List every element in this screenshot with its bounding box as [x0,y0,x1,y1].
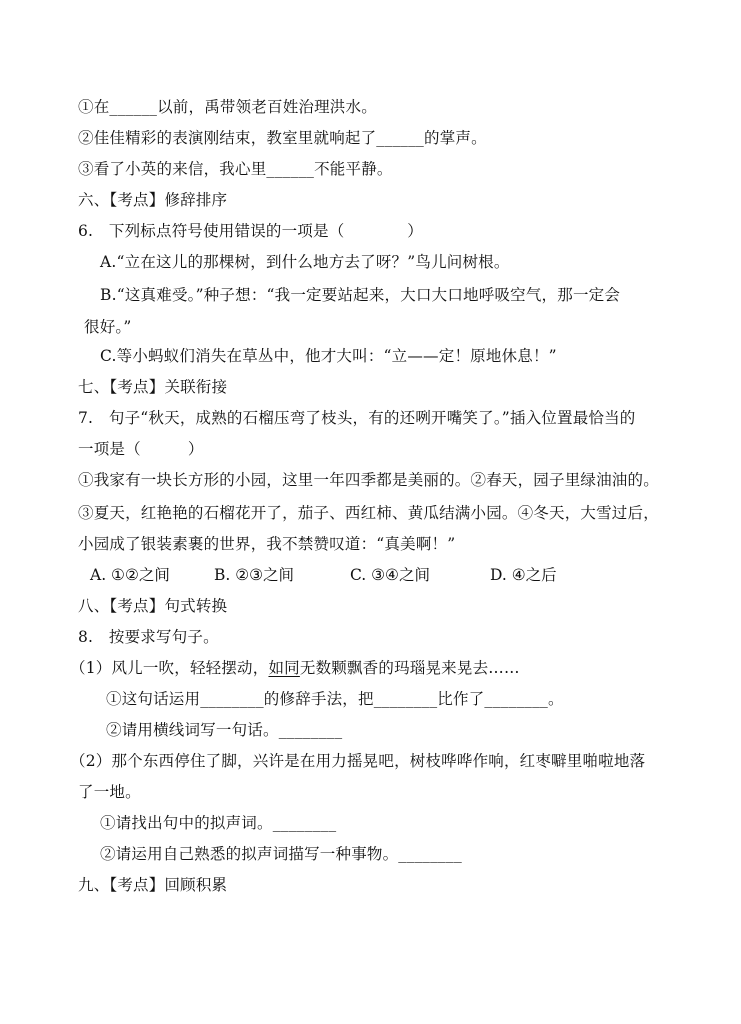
question-7-line2: 一项是（ ） [78,440,204,458]
q8-sub1-q2: ②请用横线词写一句话。________ [106,721,343,739]
q8-sub2-line1: （2）那个东西停住了脚，兴许是在用力摇晃吧，树枝哗哗作响，红枣噼里啪啦地落 [70,752,646,770]
question-8: 8. 按要求写句子。 [78,628,219,646]
q7-passage-line2: ③夏天，红艳艳的石榴花开了，茄子、西红柿、黄瓜结满小园。④冬天，大雪过后， [78,504,659,522]
question-7-line1: 7. 句子“秋天，成熟的石榴压弯了枝头，有的还咧开嘴笑了。”插入位置最恰当的 [78,409,636,427]
q8-sub2-q2: ②请运用自己熟悉的拟声词描写一种事物。________ [100,845,462,863]
q7-option-a: A. ①②之间 [90,566,170,584]
q8-sub1-underlined-word: 如同 [268,659,300,677]
q6-option-a: A.“立在这儿的那棵树，到什么地方去了呀？”鸟儿问树根。 [100,253,510,271]
q5-item-2: ②佳佳精彩的表演刚结束，教室里就响起了______的掌声。 [78,129,487,147]
section-9-heading: 九、【考点】回顾积累 [78,876,228,894]
q8-sub1-sentence [70,657,520,679]
q8-sub1-suffix: 无数颗飘香的玛瑙晃来晃去…… [299,659,520,677]
q5-item-3: ③看了小英的来信，我心里______不能平静。 [78,160,393,178]
q7-option-d: D. ④之后 [490,566,557,584]
q7-option-c: C. ③④之间 [350,566,430,584]
section-7-heading: 七、【考点】关联衔接 [78,378,228,396]
section-8-heading: 八、【考点】句式转换 [78,597,228,615]
q8-sub1-prefix: （1）风儿一吹，轻轻摆动， [70,659,269,677]
section-6-heading: 六、【考点】修辞排序 [78,191,228,209]
q8-sub2-line2: 了一地。 [78,783,141,801]
q8-sub1-q1: ①这句话运用________的修辞手法，把________比作了________。 [106,690,564,708]
q5-item-1: ①在______以前，禹带领老百姓治理洪水。 [78,98,377,116]
q7-passage-line1: ①我家有一块长方形的小园，这里一年四季都是美丽的。②春天，园子里绿油油的。 [78,471,659,489]
q6-option-b-line1: B.“这真难受。”种子想：“我一定要站起来，大口大口地呼吸空气，那一定会 [100,286,621,304]
question-6: 6. 下列标点符号使用错误的一项是（ ） [78,222,423,240]
q7-option-b: B. ②③之间 [214,566,295,584]
q7-passage-line3: 小园成了银装素裹的世界，我不禁赞叹道：“真美啊！” [78,535,456,553]
q6-option-b-line2: 很好。” [84,318,132,336]
q6-option-c: C.等小蚂蚁们消失在草丛中，他才大叫：“立——定！原地休息！” [100,347,557,365]
q8-sub2-q1: ①请找出句中的拟声词。________ [100,814,337,832]
